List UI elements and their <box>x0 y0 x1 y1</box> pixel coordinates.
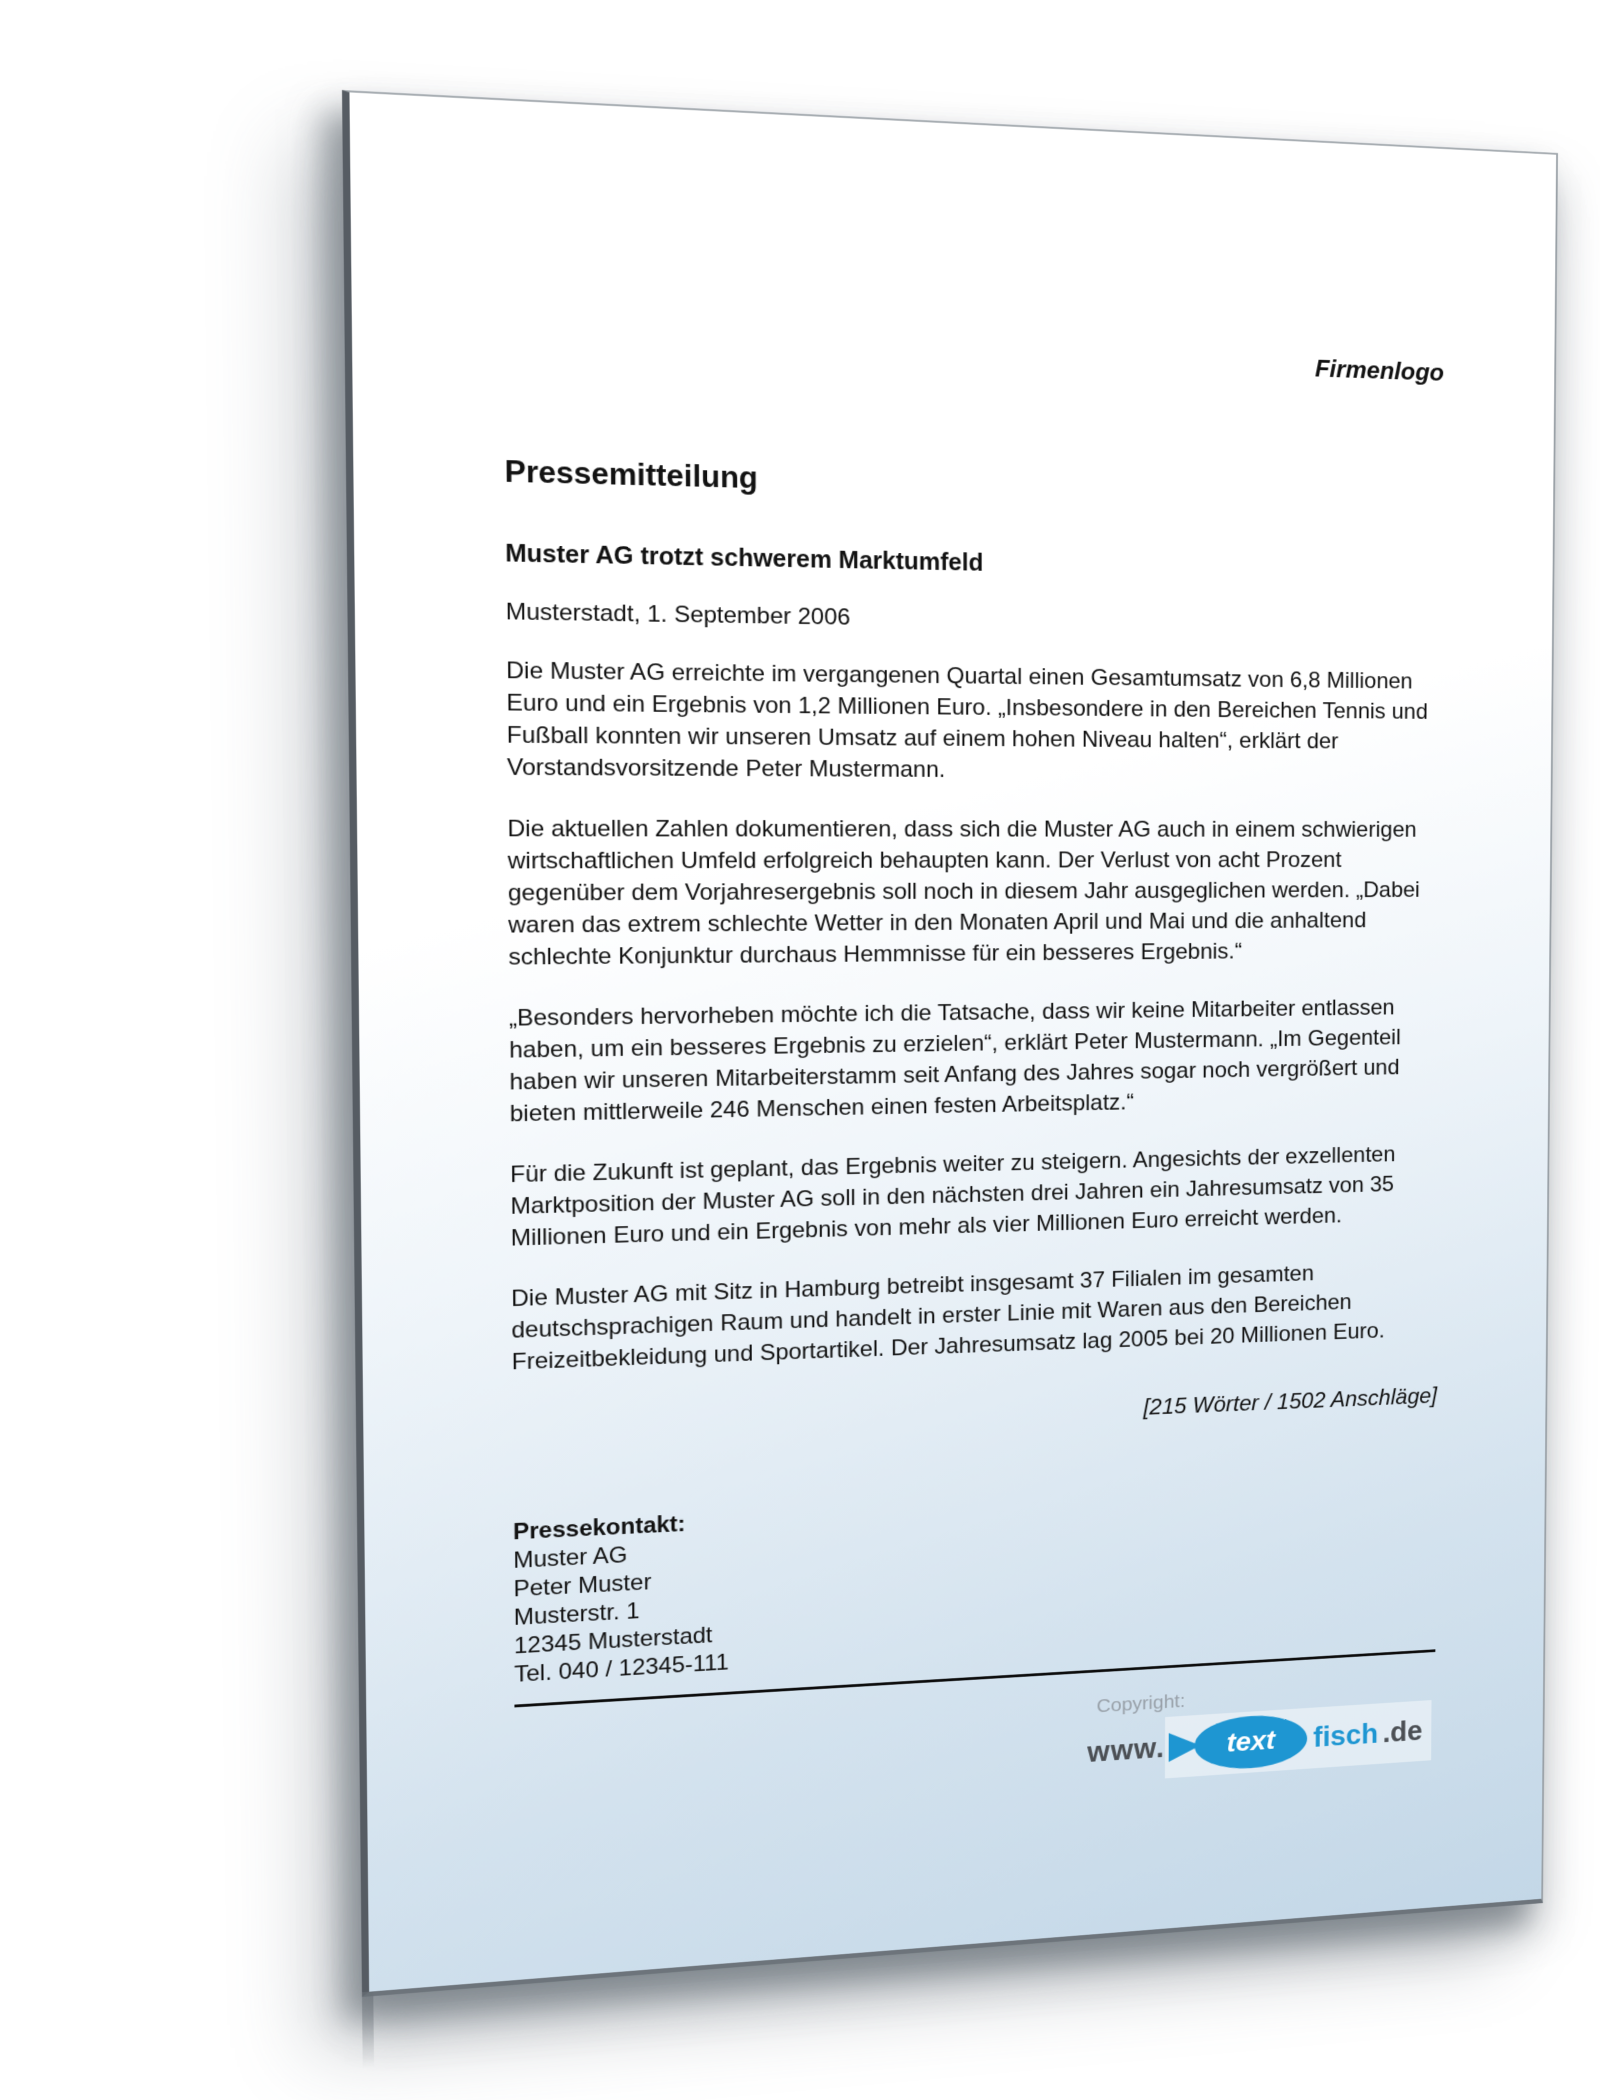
copyright-label: Copyright: <box>1096 1690 1186 1717</box>
body-paragraph: Die Muster AG erreichte im vergangenen Quartal einen Gesamtumsatz von 6,8 Millionen Euro und ein Ergebnis von 1,2 Millionen Euro. „Insbesondere in den Bereichen Tennis und Fußball konnten wir unseren Umsatz auf einem hohen Niveau halten“, erklärt der Vorstandsvorsitzende Peter Mustermann. <box>506 657 1428 783</box>
body-paragraph: Die aktuellen Zahlen dokumentieren, dass sich die Muster AG auch in einem schwierigen wirtschaftlichen Umfeld erfolgreich behaupten kann. Der Verlust von acht Prozent gegenüber dem Vorjahresergebnis soll noch in diesem Jahr ausgeglichen werden. „Dabei waren das extrem schlechte Wetter in den Monaten April und Mai und die anhaltend schlechte Konjunktur durchaus Hemmnisse für ein besseres Ergebnis.“ <box>507 815 1420 971</box>
press-contact-line: Tel. 040 / 12345-111 <box>514 1649 729 1688</box>
document-title: Pressemitteilung <box>504 454 758 495</box>
body-paragraph: Die Muster AG mit Sitz in Hamburg betreibt insgesamt 37 Filialen im gesamten deutschsprachigen Raum und handelt in erster Linie mit Waren aus den Bereichen Freizeitbekleidung und Sportartikel. Der Jahresumsatz lag 2005 bei 20 Millionen Euro. <box>511 1261 1385 1376</box>
press-contact-line: Musterstr. 1 <box>513 1598 640 1631</box>
press-release-page <box>342 90 1558 1997</box>
dateline: Musterstadt, 1. September 2006 <box>505 598 851 631</box>
logo-www-text: www. <box>1087 1731 1165 1769</box>
word-count-note: [215 Wörter / 1502 Anschläge] <box>1143 1383 1438 1421</box>
footer-branding <box>1087 1675 1431 1784</box>
press-contact-label: Pressekontakt: <box>512 1511 686 1546</box>
logo-backing <box>1165 1700 1432 1778</box>
logo-fisch-text: fisch <box>1313 1717 1379 1754</box>
fish-body-shape <box>1194 1712 1307 1771</box>
body-paragraph: Für die Zukunft ist geplant, das Ergebnis weiter zu steigern. Angesichts der exzellenten Marktposition der Muster AG soll in den nächsten drei Jahren ein Jahresumsatz von 35 Millionen Euro und ein Ergebnis von mehr als vier Millionen Euro erreicht werden. <box>510 1142 1396 1252</box>
press-release-headline: Muster AG trotzt schwerem Marktumfeld <box>505 539 984 577</box>
fish-icon <box>1168 1712 1307 1773</box>
body-paragraph: „Besonders hervorheben möchte ich die Tatsache, dass wir keine Mitarbeiter entlassen haben, um ein besseres Ergebnis zu erzielen“, erklärt Peter Mustermann. „Im Gegenteil haben wir unseren Mitarbeiterstamm seit Anfang des Jahres sogar noch vergrößert und bieten mittlerweile 246 Menschen einen festen Arbeitsplatz.“ <box>508 995 1401 1128</box>
logo-text-in-fish: text <box>1226 1725 1276 1759</box>
press-contact-line: Muster AG <box>513 1542 628 1574</box>
press-contact-line: 12345 Musterstadt <box>513 1622 713 1660</box>
logo-de-text: .de <box>1382 1714 1423 1749</box>
company-logo-placeholder: Firmenlogo <box>1314 354 1445 387</box>
press-contact-line: Peter Muster <box>513 1569 652 1603</box>
